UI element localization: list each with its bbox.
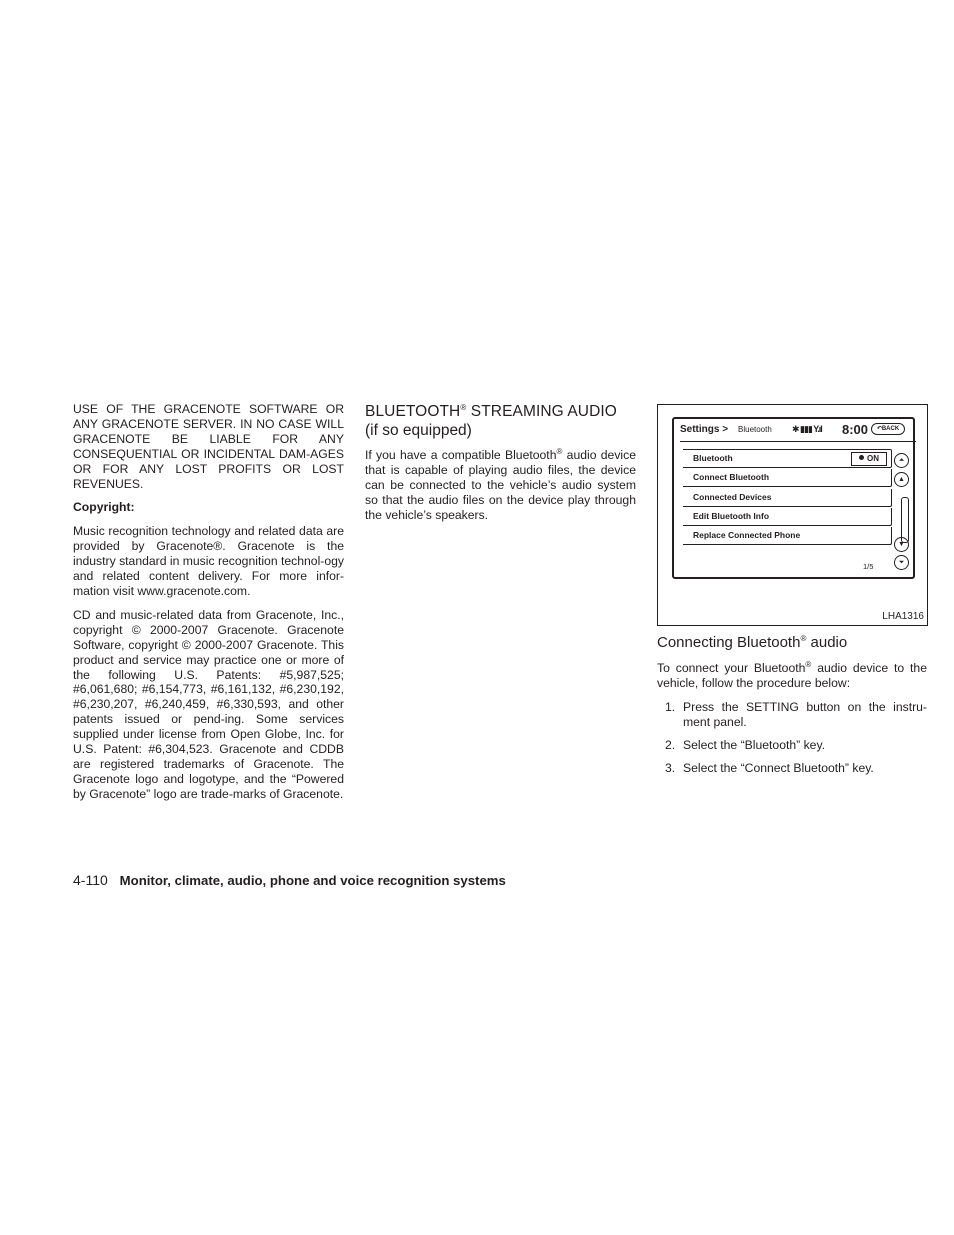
back-button[interactable]: ↶BACK (871, 423, 905, 435)
menu-item-connected-devices[interactable] (683, 489, 892, 507)
bluetooth-menu (683, 449, 892, 546)
right-column (657, 402, 927, 783)
page-number: 4-110 (73, 872, 108, 888)
section-subheading: (if so equipped) (365, 422, 472, 439)
on-toggle[interactable] (851, 452, 887, 466)
down-arrow-icon[interactable]: ▼ (894, 537, 909, 552)
left-column (73, 402, 344, 811)
section-heading: BLUETOOTH® STREAMING AUDIO (365, 402, 617, 420)
copyright-heading: Copyright: (73, 500, 135, 515)
step-number: 1. (665, 699, 676, 714)
screen-header (680, 423, 908, 439)
step-text: Select the “Connect Bluetooth” key. (683, 760, 874, 775)
display-screen (672, 417, 915, 579)
disclaimer-paragraph: USE OF THE GRACENOTE SOFTWARE OR ANY GRACENOTE SERVER. IN NO CASE WILL GRACENOTE BE LIABLE FOR ANY CONSEQUENTIAL OR INCIDENTAL DAM-AGES OR FOR ANY LOST PROFITS OR LOST REVENUES. (73, 402, 344, 491)
screen-subtitle: Bluetooth (738, 425, 772, 434)
status-icons: ✱ ▮▮▮ Y.ıl (792, 424, 822, 434)
double-down-arrow-icon[interactable]: ⏷ (894, 555, 909, 570)
header-divider (680, 441, 916, 442)
page-indicator: 1/5 (863, 562, 874, 571)
clock: 8:00 (842, 422, 869, 437)
step-item (657, 700, 927, 730)
menu-item-label: Bluetooth (693, 453, 733, 463)
menu-item-label: Connected Devices (693, 491, 772, 502)
connecting-intro: To connect your Bluetooth® audio device to the vehicle, follow the procedure below: (657, 659, 927, 690)
menu-item-replace-connected-phone[interactable] (683, 527, 892, 545)
double-up-arrow-icon[interactable]: ⏶ (894, 453, 909, 468)
menu-item-label: Replace Connected Phone (693, 530, 801, 541)
screen-title: Settings > (680, 424, 729, 435)
intro-paragraph: If you have a compatible Bluetooth® audio device that is capable of playing audio files, the device can be connected to the vehicle’s audio system so that the audio files on the device play through the vehicle’s speakers. (365, 446, 637, 522)
step-number: 3. (665, 760, 676, 775)
cd-data-paragraph: CD and music-related data from Gracenote, Inc., copyright © 2000-2007 Gracenote. Gracenote Software, copyright © 2000-2007 Gracenote. This product and service may practice one or more of the following U.S. Patents: #5,987,525; #6,061,680; #6,154,773, #6,161,132, #6,230,192, #6,230,207, #6,240,459, #6,330,593, and other patents issued or pend-ing. Some services supplied under license from Open Globe, Inc. for U.S. Patent: #6,304,523. Gracenote and CDDB are registered trademarks of Gracenote. The Gracenote logo and logotype, and the “Powered by Gracenote” logo are trade-marks of Gracenote. (73, 607, 344, 801)
toggle-label: ON (867, 453, 879, 463)
menu-item-connect-bluetooth[interactable] (683, 469, 892, 487)
music-recognition-paragraph: Music recognition technology and related data are provided by Gracenote®. Gracenote is the industry standard in music recognition technol-ogy and related content delivery. For more infor-mation visit www.gracenote.com. (73, 524, 344, 598)
step-text: Press the SETTING button on the instru-ment panel. (683, 699, 927, 729)
up-arrow-icon[interactable]: ▲ (894, 472, 909, 487)
page-footer (73, 872, 506, 889)
settings-screen-figure (657, 404, 928, 626)
middle-column (365, 402, 636, 532)
step-text: Select the “Bluetooth” key. (683, 737, 826, 752)
step-number: 2. (665, 737, 676, 752)
menu-item-label: Edit Bluetooth Info (693, 510, 770, 521)
chapter-title: Monitor, climate, audio, phone and voice recognition systems (119, 873, 506, 888)
figure-code: LHA1316 (882, 611, 924, 622)
indicator-dot-icon (859, 455, 864, 460)
menu-item-edit-bluetooth-info[interactable] (683, 508, 892, 526)
step-item (657, 761, 927, 776)
step-item (657, 738, 927, 753)
menu-item-label: Connect Bluetooth (693, 472, 770, 483)
menu-item-bluetooth[interactable] (683, 449, 892, 468)
connecting-heading: Connecting Bluetooth® audio (657, 634, 848, 651)
procedure-steps (657, 700, 927, 776)
